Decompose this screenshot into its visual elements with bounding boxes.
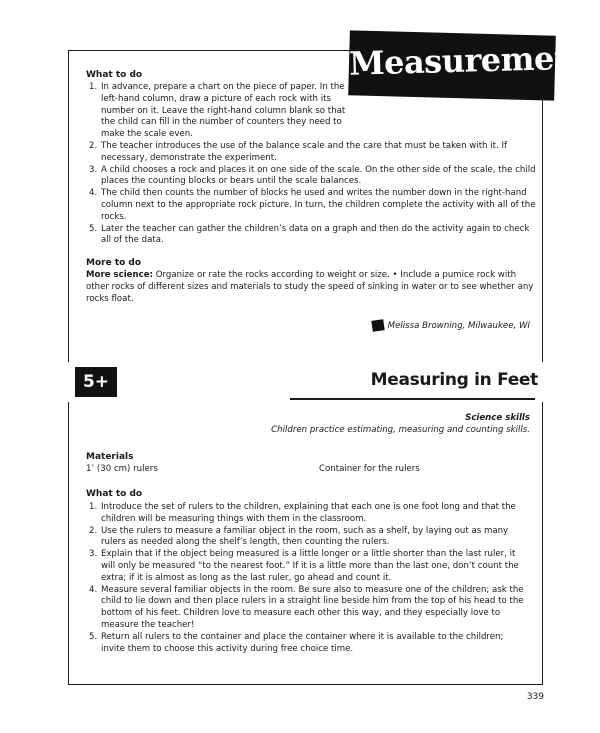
more-science-body: Organize or rate the rocks according to weight or size. • Include a pumice rock with other rocks of different sizes and materials to study the speed of sinking in water or to see whether any rocks float. bbox=[86, 270, 534, 304]
skills-text: Children practice estimating, measuring and counting skills. bbox=[271, 425, 530, 435]
material-item: 1’ (30 cm) rulers bbox=[86, 464, 158, 474]
step-item: 4. Measure several familiar objects in the room. Be sure also to measure one of the children; ask the child to lie down and then place rulers in a straight line beside him from the top of his head to the bottom of his feet. Children love to measure each other this way, and they especially love to measure the teacher! bbox=[89, 584, 524, 630]
more-to-do-text bbox=[86, 270, 536, 305]
title-underline bbox=[290, 398, 535, 400]
steps-list-1 bbox=[86, 82, 536, 247]
step-item: 1. Introduce the set of rulers to the children, explaining that each one is one foot long and that the children will be measuring things with them in the classroom. bbox=[89, 502, 516, 524]
credit-author: Melissa Browning, Milwaukee, WI bbox=[387, 320, 530, 331]
age-badge: 5+ bbox=[75, 367, 117, 397]
step-item: 5. Return all rulers to the container and place the container where it is available to the children; invite them to choose this activity during free choice time. bbox=[89, 631, 504, 654]
skills-title: Science skills bbox=[465, 413, 530, 423]
square-bullet-icon bbox=[371, 319, 384, 332]
step-item: 3. A child chooses a rock and places it on one side of the scale. On the other side of the scale, the child places the counting blocks or bears until the scale balances. bbox=[89, 164, 536, 187]
step-item: 1. In advance, prepare a chart on the piece of paper. In the left-hand column, draw a picture of each rock with its number on it. Leave the right-hand column blank so that the child can fill in the number of counters they need to make the scale even. bbox=[89, 82, 346, 140]
what-to-do-heading-2: What to do bbox=[86, 489, 143, 499]
page-number: 339 bbox=[526, 692, 544, 702]
steps-list-2 bbox=[86, 502, 524, 655]
material-item: Container for the rulers bbox=[319, 464, 420, 474]
step-item: 5. Later the teacher can gather the children’s data on a graph and then do the activity again to check all of the data. bbox=[89, 223, 530, 246]
step-item: 2. Use the rulers to measure a familiar object in the room, such as a shelf, by laying out as many rulers as needed along the shelf’s length, then counting the rulers. bbox=[89, 525, 509, 548]
banner-title: Measurement bbox=[348, 38, 592, 83]
step-item: 4. The child then counts the number of blocks he used and writes the number down in the right-hand column next to the appropriate rock picture. In turn, the children complete the activity with all of the rocks. bbox=[89, 188, 536, 222]
activity-title: Measuring in Feet bbox=[370, 370, 538, 390]
more-science-label: More science: bbox=[86, 270, 153, 280]
credit-line bbox=[372, 320, 530, 331]
what-to-do-heading-1: What to do bbox=[86, 70, 143, 80]
more-to-do-heading: More to do bbox=[86, 258, 142, 268]
science-skills-block bbox=[271, 412, 530, 436]
materials-heading: Materials bbox=[86, 452, 134, 462]
step-item: 3. Explain that if the object being measured is a little longer or a little shorter than the last ruler, it will only be measured “to the nearest foot.” If it is a little more than the last one, don’t count the extra; if it is almost as long as the last ruler, go ahead and count it. bbox=[89, 549, 519, 583]
step-item: 2. The teacher introduces the use of the balance scale and the care that must be taken with it. If necessary, demonstrate the experiment. bbox=[89, 140, 508, 163]
